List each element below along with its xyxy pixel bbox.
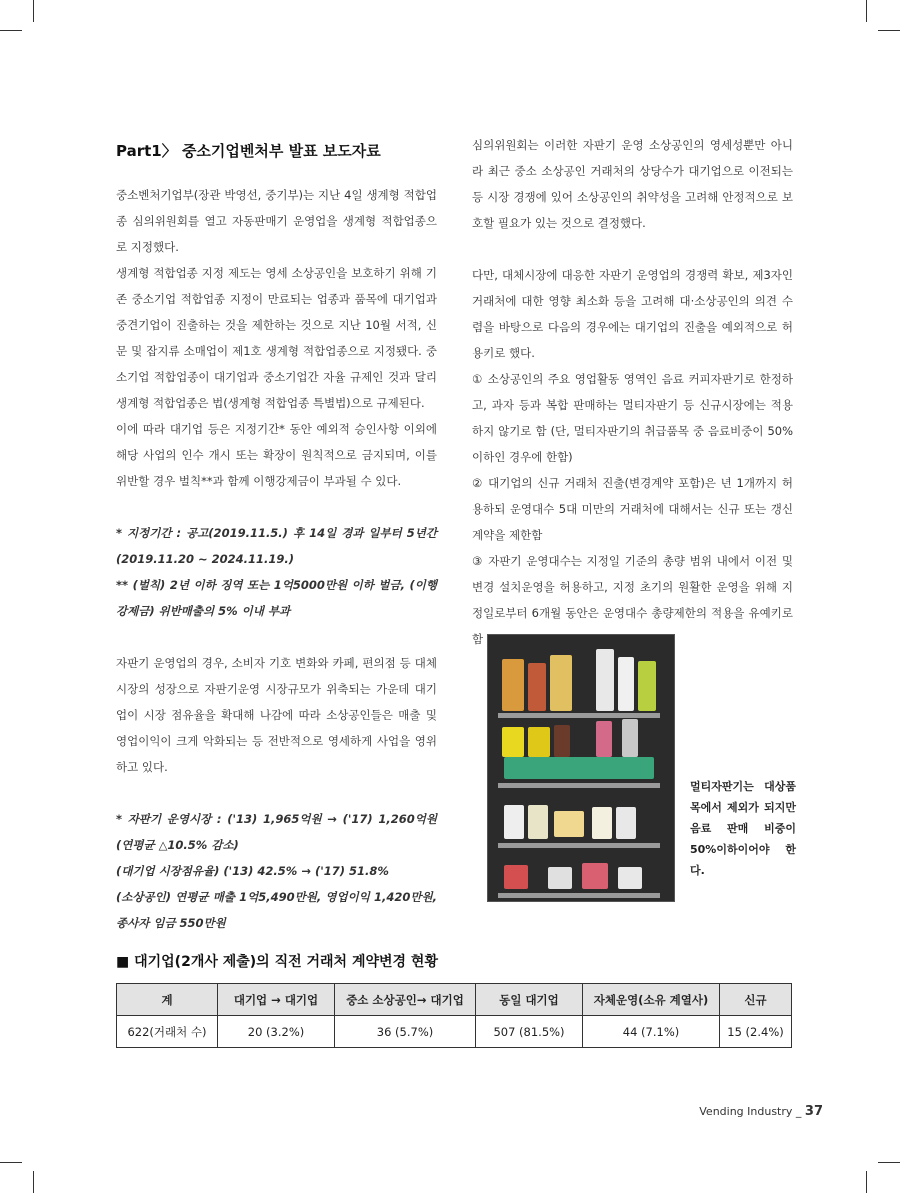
product [618, 657, 634, 711]
table-header-row [117, 984, 792, 1016]
stat-note: * 자판기 운영시장 : ('13) 1,965억원 → ('17) 1,260억원 (연평균 △10.5% 감소) [116, 812, 437, 852]
magazine-name: Vending Industry _ [699, 1105, 802, 1118]
table-cell: 507 (81.5%) [476, 1016, 583, 1048]
footnote: ** (벌칙) 2년 이하 징역 또는 1억5000만원 이하 벌금, (이행강제금) 위반매출의 5% 이내 부과 [116, 578, 437, 618]
stat-note: (대기업 시장점유율) ('13) 42.5% → ('17) 51.8% [116, 864, 389, 878]
product [502, 727, 524, 757]
right-column [472, 132, 793, 652]
table-header-cell: 동일 대기업 [476, 984, 583, 1016]
list-item: ① 소상공인의 주요 영업활동 영역인 음료 커피자판기로 한정하고, 과자 등과 복합 판매하는 멀티자판기 등 신규시장에는 적용하지 않기로 함 (단, 멀티자판기의 취급품목 중 음료비중이 50% 이하인 경우에 한함) [472, 372, 793, 464]
stat-note: (소상공인) 연평균 매출 1억5,490만원, 영업이익 1,420만원, 종사자 임금 550만원 [116, 890, 437, 930]
shelf [498, 843, 660, 848]
paragraph: 중소벤처기업부(장관 박영선, 중기부)는 지난 4일 생계형 적합업종 심의위원회를 열고 자동판매기 운영업을 생계형 적합업종으로 지정했다. [116, 188, 437, 254]
product [504, 805, 524, 839]
table-title: ■ 대기업(2개사 제출)의 직전 거래처 계약변경 현황 [116, 954, 438, 970]
vending-machine-photo [487, 634, 675, 902]
crop-mark [866, 1171, 867, 1193]
shelf [498, 713, 660, 718]
product [502, 659, 524, 711]
table-header-cell: 자체운영(소유 계열사) [583, 984, 720, 1016]
table-cell: 44 (7.1%) [583, 1016, 720, 1048]
paragraph: 자판기 운영업의 경우, 소비자 기호 변화와 카페, 편의점 등 대체시장의 성장으로 자판기운영 시장규모가 위축되는 가운데 대기업이 시장 점유율을 확대해 나감에 따라 소상공인들은 매출 및 영업이익이 크게 악화되는 등 전반적으로 영세하게 사업을 영위하고 있다. [116, 656, 437, 774]
crop-mark [0, 30, 22, 31]
table-cell: 622(거래처 수) [117, 1016, 218, 1048]
product [550, 655, 572, 711]
table-row [117, 1016, 792, 1048]
table-header-cell: 중소 소상공인→ 대기업 [335, 984, 476, 1016]
table-header-cell: 대기업 → 대기업 [218, 984, 335, 1016]
left-column [116, 182, 437, 936]
product [554, 725, 570, 757]
table-cell: 36 (5.7%) [335, 1016, 476, 1048]
table-header-cell: 신규 [720, 984, 792, 1016]
product [554, 811, 584, 837]
crop-mark [878, 1162, 900, 1163]
crop-mark [0, 1162, 22, 1163]
crop-mark [33, 0, 34, 22]
list-item: ② 대기업의 신규 거래처 진출(변경계약 포함)은 년 1개까지 허용하되 운영대수 5대 미만의 거래처에 대해서는 신규 또는 갱신계약을 제한함 [472, 476, 793, 542]
paragraph: 다만, 대체시장에 대응한 자판기 운영업의 경쟁력 확보, 제3자인 거래처에 대한 영향 최소화 등을 고려해 대·소상공인의 의견 수렴을 바탕으로 다음의 경우에는 대기업의 진출을 예외적으로 허용키로 했다. [472, 268, 793, 360]
section-title: Part1〉 중소기업벤처부 발표 보도자료 [116, 142, 381, 160]
product [618, 867, 642, 889]
product [592, 807, 612, 839]
product [582, 863, 608, 889]
product [528, 805, 548, 839]
crop-mark [866, 0, 867, 22]
table-header-cell: 계 [117, 984, 218, 1016]
crop-mark [33, 1171, 34, 1193]
table-cell: 15 (2.4%) [720, 1016, 792, 1048]
paragraph: 심의위원회는 이러한 자판기 운영 소상공인의 영세성뿐만 아니라 최근 중소 소상공인 거래처의 상당수가 대기업으로 이전되는 등 시장 경쟁에 있어 소상공인의 취약성을 고려해 안정적으로 보호할 필요가 있는 것으로 결정했다. [472, 138, 793, 230]
shelf [498, 893, 660, 898]
photo-caption: 멀티자판기는 대상품목에서 제외가 되지만 음료 판매 비중이 50%이하이어야 한다. [690, 780, 796, 877]
list-item: ③ 자판기 운영대수는 지정일 기준의 총량 범위 내에서 이전 및 변경 설치운영을 허용하고, 지정 초기의 원활한 운영을 위해 지정일로부터 6개월 동안은 운영대수 총량제한의 적용을 유예키로 함 [472, 554, 793, 646]
crop-mark [878, 30, 900, 31]
paragraph: 이에 따라 대기업 등은 지정기간* 동안 예외적 승인사항 이외에 해당 사업의 인수 개시 또는 확장이 원칙적으로 금지되며, 이를 위반할 경우 벌칙**과 함께 이행강제금이 부과될 수 있다. [116, 422, 437, 488]
product [638, 661, 656, 711]
table-cell: 20 (3.2%) [218, 1016, 335, 1048]
product [616, 807, 636, 839]
footnote: * 지정기간 : 공고(2019.11.5.) 후 14일 경과 일부터 5년간 (2019.11.20 ~ 2024.11.19.) [116, 526, 437, 566]
contract-change-table [116, 983, 792, 1048]
shelf [498, 783, 660, 788]
product [504, 757, 654, 779]
product [528, 727, 550, 757]
product [596, 721, 612, 757]
page-number: 37 [804, 1104, 823, 1119]
product [596, 649, 614, 711]
product [528, 663, 546, 711]
product [504, 865, 528, 889]
paragraph: 생계형 적합업종 지정 제도는 영세 소상공인을 보호하기 위해 기존 중소기업 적합업종 지정이 만료되는 업종과 품목에 대기업과 중견기업이 진출하는 것을 제한하는 것으로 지난 10월 서적, 신문 및 잡지류 소매업이 제1호 생계형 적합업종으로 지정됐다. 중소기업 적합업종이 대기업과 중소기업간 자율 규제인 것과 달리 생계형 적합업종은 법(생계형 적합업종 특별법)으로 규제된다. [116, 266, 437, 410]
page-footer [699, 1104, 823, 1119]
product [622, 719, 638, 757]
product [548, 867, 572, 889]
